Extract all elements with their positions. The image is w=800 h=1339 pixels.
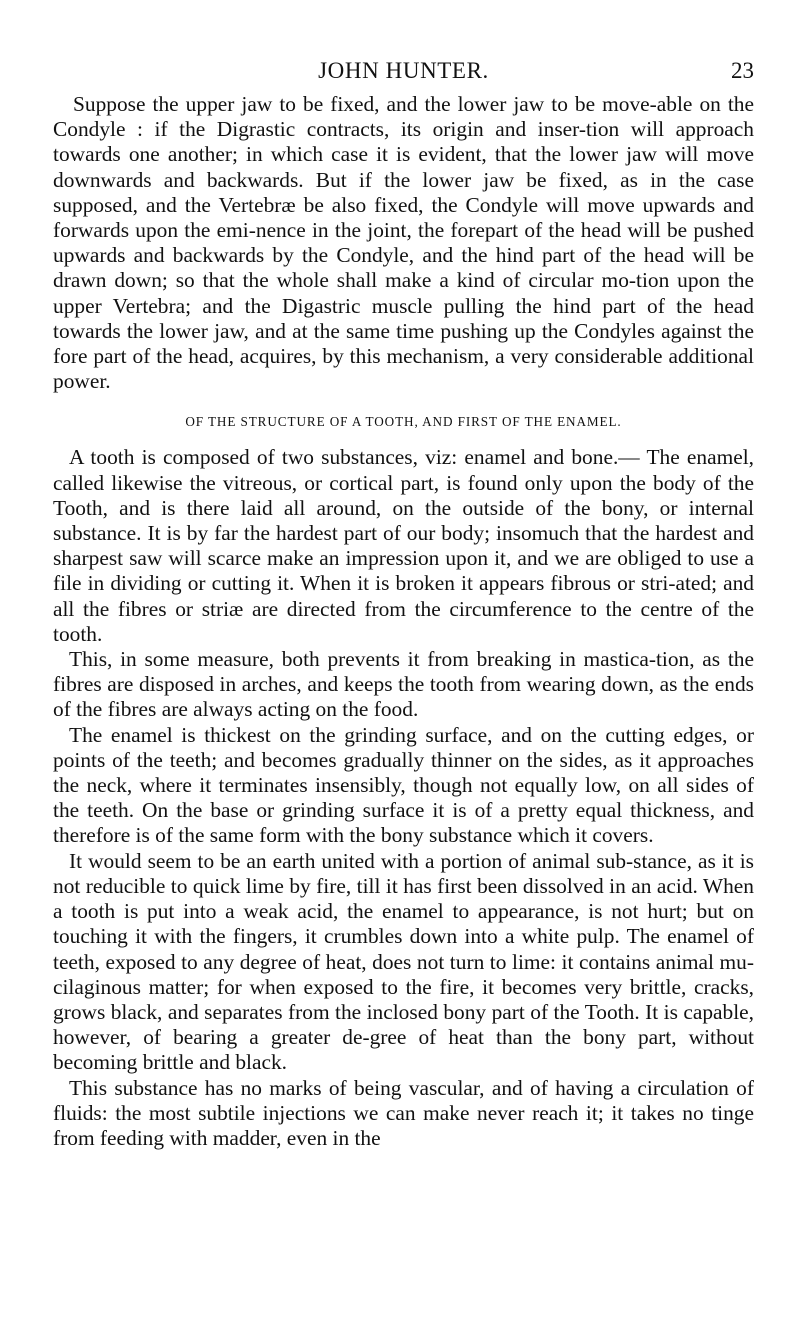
section-heading: OF THE STRUCTURE OF A TOOTH, AND FIRST OF THE ENAMEL.: [185, 414, 622, 430]
intro-paragraph: Suppose the upper jaw to be fixed, and the lower jaw to be move-able on the Condyle : if the Digrastic contracts, its origin and inser-tion will approach towards one another; in which case it is evident, that the lower jaw will move downwards and backwards. But if the lower jaw be fixed, as in the case supposed, and the Vertebræ be also fixed, the Condyle will move upwards and forwards upon the emi-nence in the joint, the forepart of the head will be pushed upwards and backwards by the Condyle, and the hind part of the head will be drawn down; so that the whole shall make a kind of circular mo-tion upon the upper Vertebra; and the Digastric muscle pulling the hind part of the head towards the lower jaw, and at the same time pushing up the Condyles against the fore part of the head, acquires, by this mechanism, a very considerable additional power.: [53, 92, 754, 394]
body-paragraph: This substance has no marks of being vascular, and of having a circulation of fluids: the most subtile injections we can make never reach it; it takes no tinge from feeding with madder, even in the: [53, 1075, 754, 1150]
running-header: [53, 58, 754, 88]
body-paragraph: It would seem to be an earth united with a portion of animal sub-stance, as it is not reducible to quick lime by fire, till it has first been dissolved in an acid. When a tooth is put into a weak acid, the enamel to appearance, is not hurt; but on touching it with the fingers, it crumbles down into a white pulp. The enamel of teeth, exposed to any degree of heat, does not turn to lime: it contains animal mu-cilaginous matter; for when exposed to the fire, it becomes very brittle, cracks, grows black, and separates from the inclosed bony part of the Tooth. It is capable, however, of bearing a greater de-gree of heat than the bony part, without becoming brittle and black.: [53, 848, 754, 1075]
body-paragraph: This, in some measure, both prevents it from breaking in mastica-tion, as the fibres are disposed in arches, and keeps the tooth from wearing down, as the ends of the fibres are always acting on the food.: [53, 647, 754, 722]
page-number: 23: [731, 58, 754, 83]
body-paragraph: The enamel is thickest on the grinding surface, and on the cutting edges, or points of the teeth; and becomes gradually thinner on the sides, as it approaches the neck, where it terminates insensibly, though not equally low, on all sides of the teeth. On the base or grinding surface it is of a pretty equal thickness, and therefore is of the same form with the bony substance which it covers.: [53, 722, 754, 848]
body-paragraph: A tooth is composed of two substances, viz: enamel and bone.— The enamel, called likewise the vitreous, or cortical part, is found only upon the body of the Tooth, and is there laid all around, on the outside of the bony, or internal substance. It is by far the hardest part of our body; insomuch that the hardest and sharpest saw will scarce make an impression upon it, and we are obliged to use a file in dividing or cutting it. When it is broken it appears fibrous or stri-ated; and all the fibres or striæ are directed from the circumference to the centre of the tooth.: [53, 445, 754, 646]
running-title: JOHN HUNTER.: [318, 58, 489, 83]
